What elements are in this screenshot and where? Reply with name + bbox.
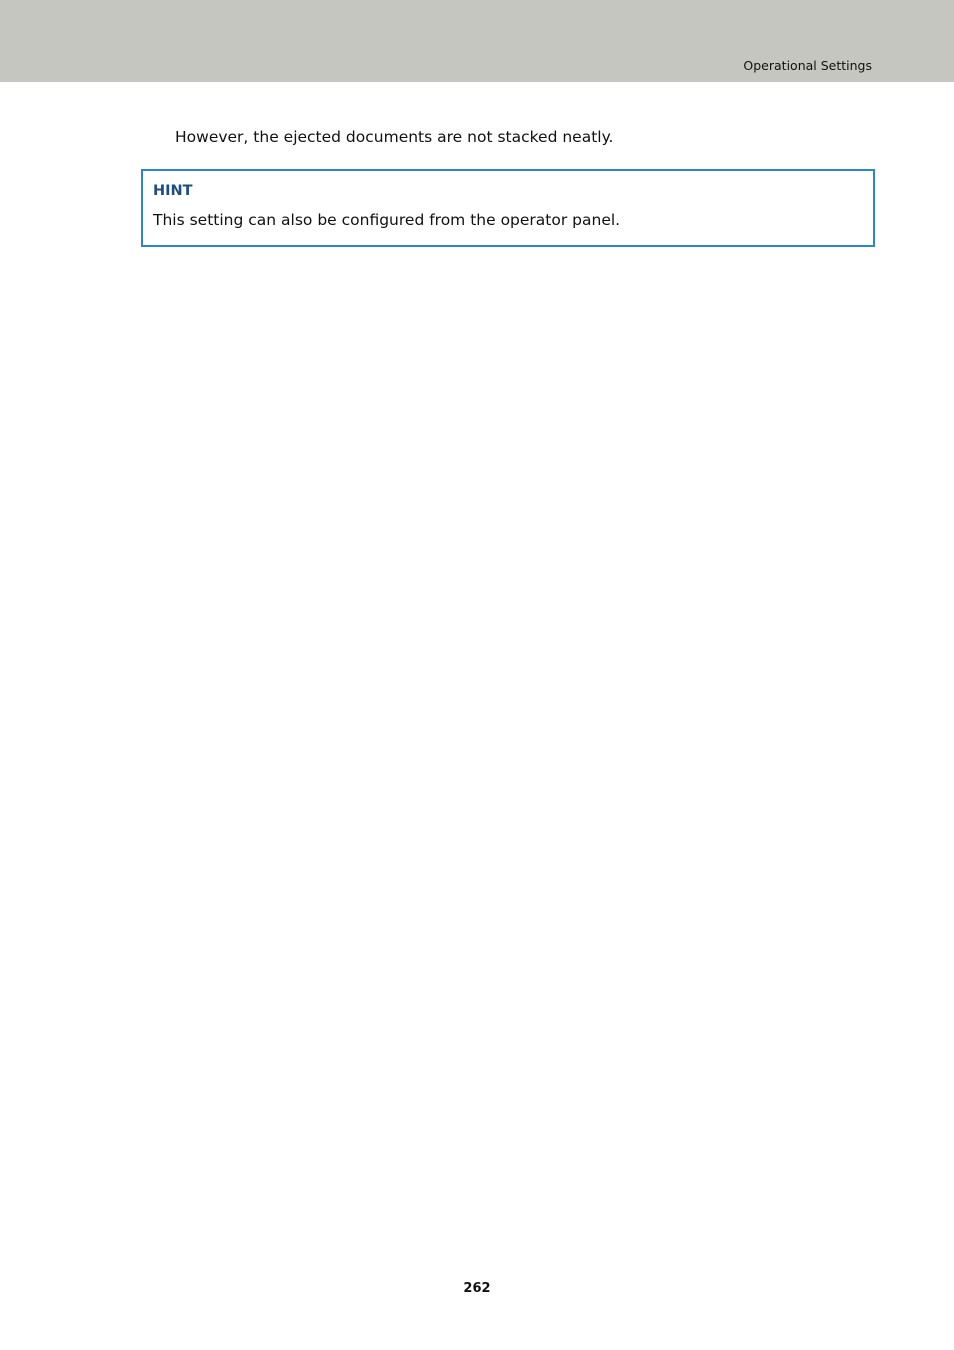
- header-band: [0, 0, 954, 82]
- header-section-title: Operational Settings: [743, 58, 872, 73]
- body-paragraph: However, the ejected documents are not stacked neatly.: [175, 128, 614, 146]
- hint-heading: HINT: [153, 183, 193, 199]
- hint-box: [141, 169, 875, 247]
- page-number: 262: [463, 1281, 491, 1296]
- hint-text: This setting can also be configured from the operator panel.: [153, 211, 621, 229]
